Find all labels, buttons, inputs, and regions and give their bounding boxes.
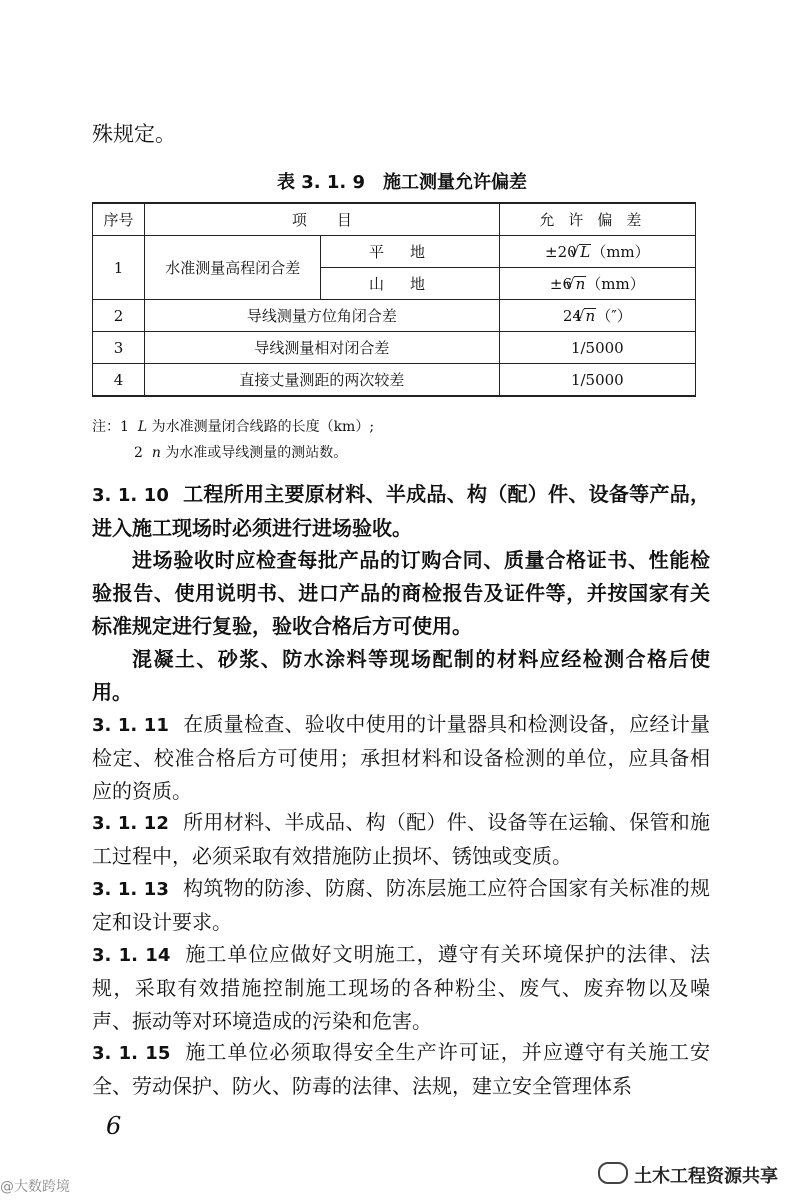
wechat-icon bbox=[598, 1162, 628, 1184]
row-no: 4 bbox=[93, 364, 145, 397]
header-item: 项 目 bbox=[145, 203, 500, 236]
clause-3-1-14: 3. 1. 14 施工单位应做好文明施工，遵守有关环境保护的法律、法规，采取有效措施控制施工现场的各种粉尘、废气、废弃物以及噪声、振动等对环境造成的污染和危害。 bbox=[92, 942, 710, 1033]
table-header-row bbox=[93, 203, 696, 236]
row-item: 直接丈量测距的两次较差 bbox=[145, 364, 500, 397]
table-note-2: 2 n 为水准或导线测量的测站数。 bbox=[134, 445, 348, 461]
table-row bbox=[93, 364, 696, 397]
row-tolerance: ±20√ L（mm） bbox=[499, 236, 695, 268]
row-tolerance: 24√ n（″） bbox=[499, 300, 695, 332]
row-subitem: 平地 bbox=[321, 236, 499, 268]
row-item: 水准测量高程闭合差 bbox=[145, 236, 321, 300]
clause-3-1-15: 3. 1. 15 施工单位必须取得安全生产许可证，并应遵守有关施工安全、劳动保护、防火、防毒的法律、法规，建立安全管理体系 bbox=[92, 1040, 710, 1098]
clause-3-1-10-paragraph-2: 进场验收时应检查每批产品的订购合同、质量合格证书、性能检验报告、使用说明书、进口产品的商检报告及证件等，并按国家有关标准规定进行复验，验收合格后方可使用。 bbox=[92, 548, 710, 638]
intro-text: 殊规定。 bbox=[92, 122, 176, 146]
table-title bbox=[0, 168, 804, 194]
clause-3-1-13: 3. 1. 13 构筑物的防渗、防腐、防冻层施工应符合国家有关标准的规定和设计要求。 bbox=[92, 876, 710, 934]
tolerance-table bbox=[92, 202, 696, 397]
clause-3-1-10: 3. 1. 10 工程所用主要原材料、半成品、构（配）件、设备等产品，进入施工现场时必须进行进场验收。 bbox=[92, 482, 710, 540]
table-row bbox=[93, 236, 696, 268]
header-tolerance: 允许偏差 bbox=[499, 203, 695, 236]
table-row bbox=[93, 300, 696, 332]
row-no: 1 bbox=[93, 236, 145, 300]
row-tolerance: 1/5000 bbox=[499, 364, 695, 397]
watermark-right: 土木工程资源共享 bbox=[598, 1162, 778, 1188]
table-title-text: 施工测量允许偏差 bbox=[383, 172, 528, 193]
clause-3-1-12: 3. 1. 12 所用材料、半成品、构（配）件、设备等在运输、保管和施工过程中，必须采取有效措施防止损坏、锈蚀或变质。 bbox=[92, 810, 710, 868]
header-no: 序号 bbox=[93, 203, 145, 236]
row-subitem: 山地 bbox=[321, 268, 499, 300]
table-note-1: 注：1 L 为水准测量闭合线路的长度（km）; bbox=[92, 419, 375, 435]
row-no: 3 bbox=[93, 332, 145, 364]
clause-3-1-10-paragraph-3: 混凝土、砂浆、防水涂料等现场配制的材料应经检测合格后使用。 bbox=[92, 647, 710, 704]
clause-3-1-11: 3. 1. 11 在质量检查、验收中使用的计量器具和检测设备，应经计量检定、校准合格后方可使用；承担材料和设备检测的单位，应具备相应的资质。 bbox=[92, 712, 710, 803]
table-row bbox=[93, 332, 696, 364]
row-tolerance: 1/5000 bbox=[499, 332, 695, 364]
row-item: 导线测量方位角闭合差 bbox=[145, 300, 500, 332]
table-title-number: 表 3. 1. 9 bbox=[276, 172, 366, 193]
watermark-left: @大数跨境 bbox=[0, 1179, 70, 1195]
row-item: 导线测量相对闭合差 bbox=[145, 332, 500, 364]
page-number: 6 bbox=[106, 1112, 122, 1140]
row-tolerance: ±6√ n（mm） bbox=[499, 268, 695, 300]
row-no: 2 bbox=[93, 300, 145, 332]
